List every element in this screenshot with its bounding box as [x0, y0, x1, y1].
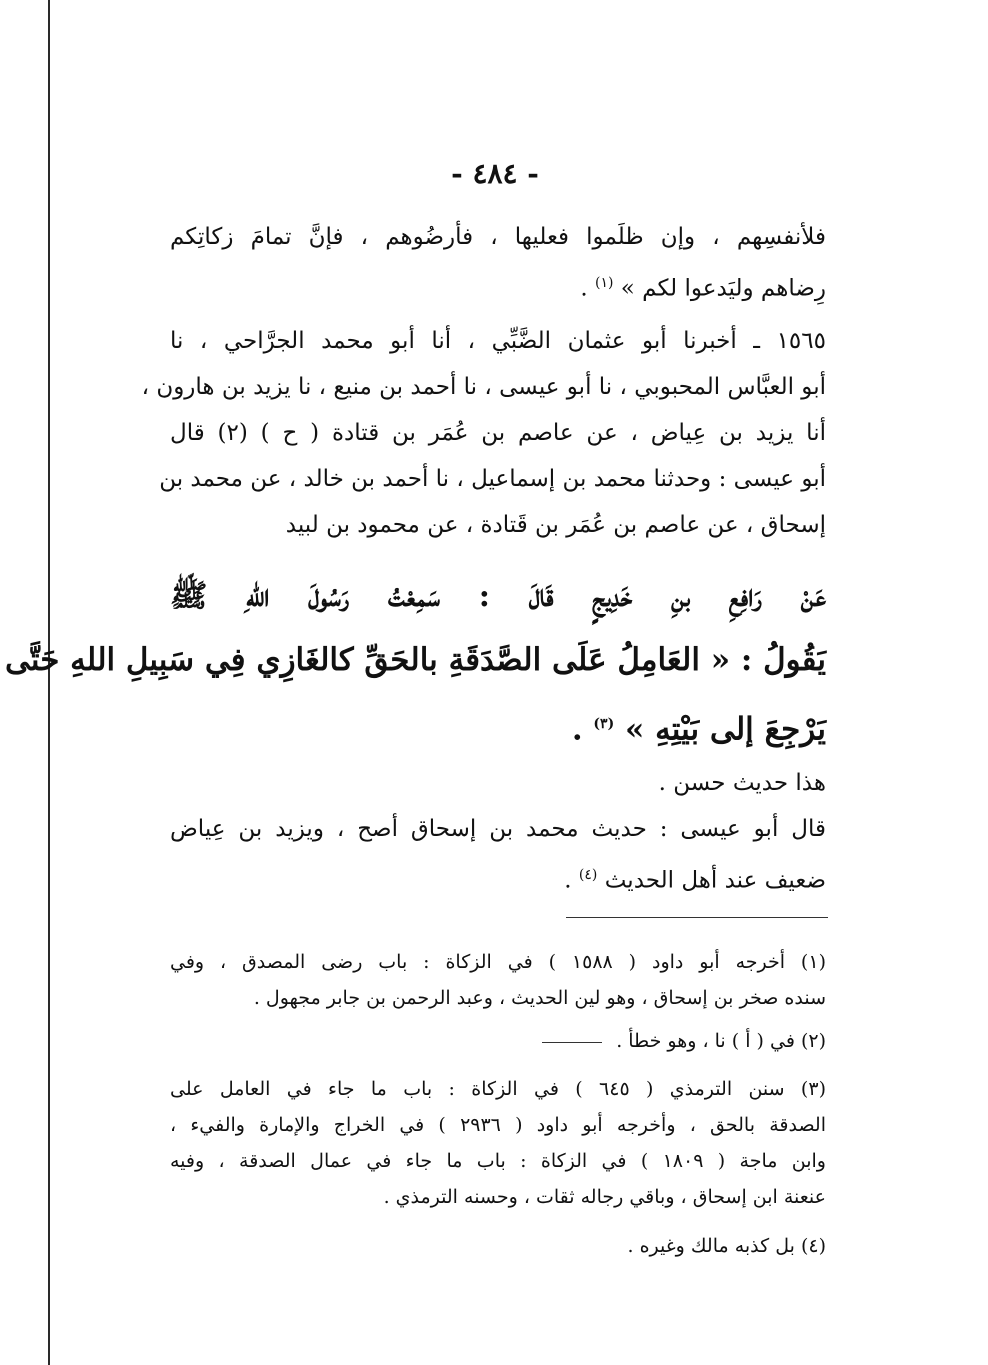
text-line: يَقُولُ : « العَامِلُ عَلَى الصَّدَقَةِ بالحَقِّ كالغَازِي فِي سَبِيلِ اللهِ حَتَّى [5, 642, 826, 678]
footnote-ref-4: (٤) [578, 867, 598, 883]
text-line: (٤) بل كذبه مالك وغيره . [627, 1235, 826, 1257]
text-line [170, 260, 826, 312]
footnote-4 [170, 1228, 826, 1264]
text-line [170, 1023, 826, 1059]
page-number: - ٤٨٤ - [451, 157, 539, 190]
text-line: أبو عيسى : وحدثنا محمد بن إسماعيل ، نا أحمد بن خالد ، عن محمد بن [159, 466, 826, 492]
text-line: عَنْ رَافِعِ بنِ خَدِيجٍ قَالَ : سَمِعْتُ رَسُولَ اللهِ ﷺ [170, 578, 826, 614]
comment-paragraph [170, 806, 826, 904]
footnote-2 [170, 1023, 826, 1059]
footnote-separator [566, 917, 828, 918]
text-line [170, 852, 826, 904]
text-line: هذا حديث حسن . [658, 770, 826, 796]
isnad-paragraph [141, 318, 826, 548]
text-line: الصدقة بالحق ، وأخرجه أبو داود ( ٢٩٣٦ ) في الخراج والإمارة والفيء ، [170, 1114, 826, 1136]
hadith-text [5, 564, 826, 761]
text-line-part: رِضاهم وليَدعوا لكم » [620, 275, 826, 302]
text-line: إسحاق ، عن عاصم بن عُمَر بن قَتادة ، عن محمود بن لبيد [285, 512, 826, 538]
text-line: فلأنفسِهم ، وإن ظلَموا فعليها ، فأرضُوهم ، فإنَّ تمامَ زكاتِكم [170, 224, 826, 250]
text-line-part: ضعيف عند أهل الحديث [604, 867, 826, 894]
text-line: ١٥٦٥ ـ أخبرنا أبو عثمان الضَّبِّي ، أنا أبو محمد الجرَّاحي ، نا [170, 328, 826, 354]
text-line-part: يَرْجِعَ إلى بَيْتِهِ » [624, 711, 826, 748]
text-line: عنعنة ابن إسحاق ، وباقي رجاله ثقات ، وحسنه الترمذي . [383, 1186, 826, 1208]
grading-line [170, 760, 826, 806]
text-line: وابن ماجة ( ١٨٠٩ ) في الزكاة : باب ما جاء في عمال الصدقة ، وفيه [170, 1150, 826, 1172]
footnote-3 [170, 1071, 826, 1215]
text-line: قال أبو عيسى : حديث محمد بن إسحاق أصح ، ويزيد بن عِياض [170, 816, 826, 842]
text-line: سنده صخر بن إسحاق ، وهو لين الحديث ، وعبد الرحمن بن جابر مجهول . [253, 987, 826, 1009]
text-line [170, 692, 826, 761]
text-line-part: (٢) في ( أ ) نا ، وهو خطأ . [616, 1030, 826, 1052]
sentence-end: . [564, 867, 572, 894]
text-line: (٣) سنن الترمذي ( ٦٤٥ ) في الزكاة : باب ما جاء في العامل على [170, 1078, 826, 1100]
footnote-ref-1: (١) [594, 275, 614, 291]
text-line: (١) أخرجه أبو داود ( ١٥٨٨ ) في الزكاة : باب رضى المصدق ، وفي [170, 951, 826, 973]
text-line: أبو العبَّاس المحبوبي ، نا أبو عيسى ، نا أحمد بن منيع ، نا يزيد بن هارون ، [141, 374, 826, 400]
sentence-end: . [580, 275, 588, 302]
sentence-end: . [571, 711, 583, 748]
footnote-ref-3: (٣) [593, 716, 615, 732]
text-line: أنا يزيد بن عِياض ، عن عاصم بن عُمَر بن قتادة ( ح ) (٢) قال [170, 420, 826, 446]
intro-paragraph [170, 214, 826, 312]
footnote-1 [170, 944, 826, 1016]
dash-mark [542, 1042, 602, 1043]
